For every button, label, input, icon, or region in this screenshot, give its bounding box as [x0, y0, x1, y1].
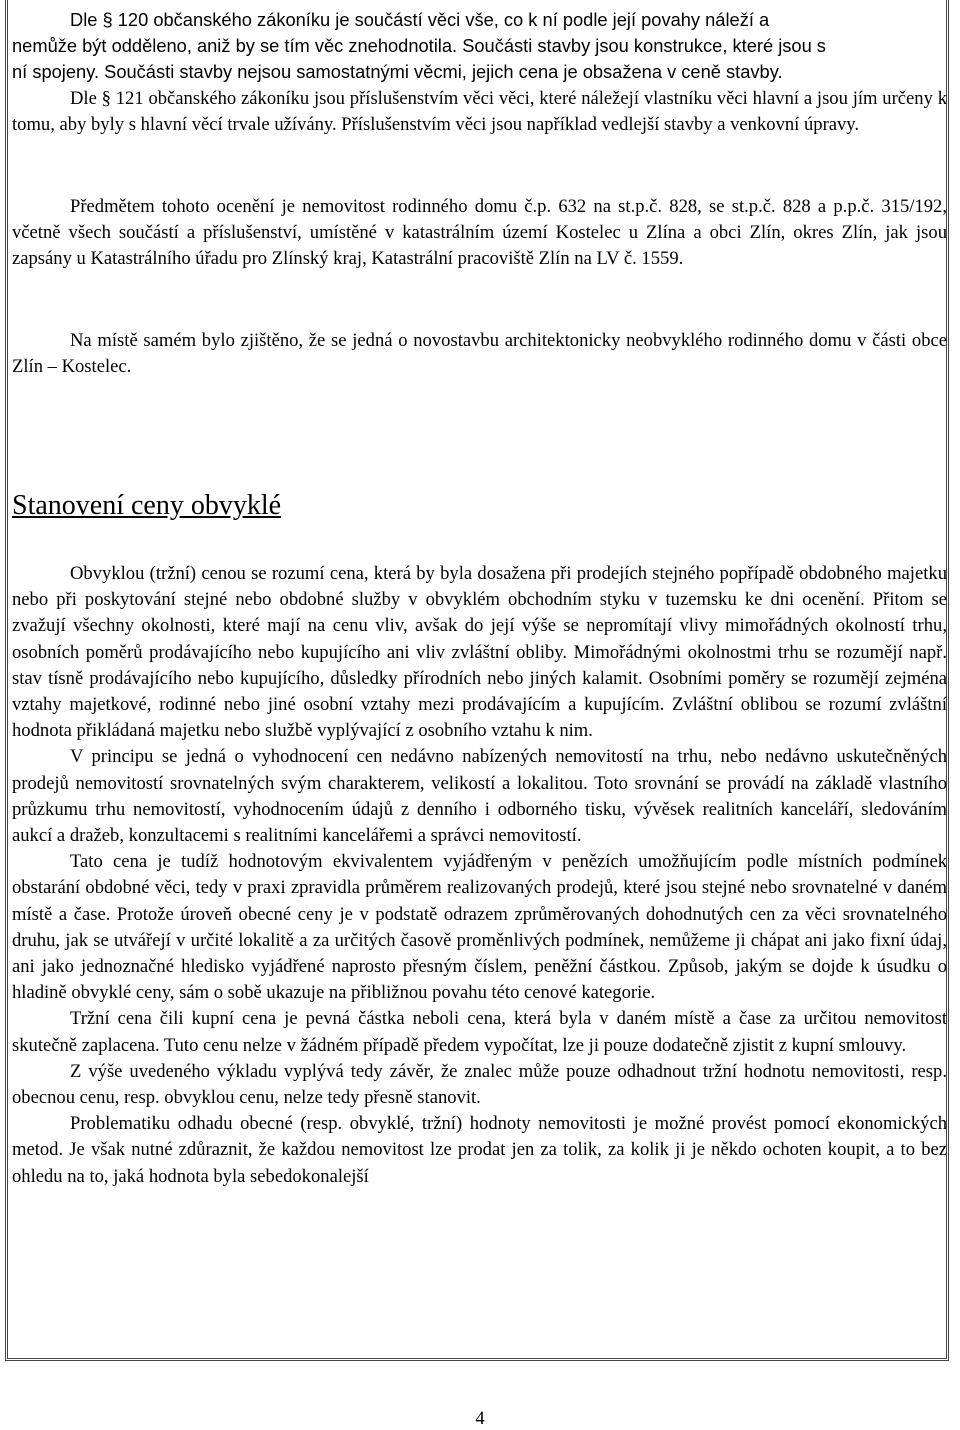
intro-section: [12, 7, 947, 138]
paragraph-body: Obvyklou (tržní) cenou se rozumí cena, která by byla dosažena při prodejích stejného popřípadě obdobného majetku nebo při poskytování stejné nebo obdobné služby v obvyklém obchodním styku v tuzemsku ke dni ocenění. Přitom se zvažují všechny okolnosti, které mají na cenu vliv, avšak do její výše se nepromítají vlivy mimořádných okolností trhu, osobních poměrů prodávajícího nebo kupujícího ani vliv zvláštní obliby. Mimořádnými okolnostmi trhu se rozumějí např. stav tísně prodávajícího nebo kupujícího, důsledky přírodních nebo jiných kalamit. Osobními poměry se rozumějí zejména vztahy majetkové, rodinné nebo jiné osobní vztahy mezi prodávajícím a kupujícím. Zvláštní oblibou se rozumí zvláštní hodnota přikládaná majetku nebo službě vyplývající z osobního vztahu k nim.: [12, 563, 947, 742]
paragraph-subject: Předmětem tohoto ocenění je nemovitost rodinného domu č.p. 632 na st.p.č. 828, se st.p.č. 828 a p.p.č. 315/192, včetně všech součástí a příslušenství, umístěné v katastrálním území Kostelec u Zlína a obci Zlín, okres Zlín, jak jsou zapsány u Katastrálního úřadu pro Zlínský kraj, Katastrální pracoviště Zlín na LV č. 1559.: [12, 196, 947, 270]
main-text: [12, 561, 947, 1190]
paragraph-body: Tato cena je tudíž hodnotovým ekvivalentem vyjádřeným v penězích umožňujícím podle místních podmínek obstarání obdobné věci, tedy v praxi zpravidla průměrem realizovaných prodejů, které jsou stejné nebo srovnatelné v daném místě a čase. Protože úroveň obecné ceny je v podstatě odrazem zprůměrovaných dohodnutých cen za věci srovnatelného druhu, jak se utvářejí v určité lokalitě a za určitých časově proměnlivých podmínek, nemůžeme ji chápat ani jako fixní údaj, ani jako jednoznačné hledisko vyjádřené naprosto přesným číslem, peněžní částkou. Způsob, jakým se dojde k úsudku o hladině obvyklé ceny, sám o sobě ukazuje na přibližnou povahu této cenové kategorie.: [12, 851, 947, 1004]
paragraph-body: V principu se jedná o vyhodnocení cen nedávno nabízených nemovitostí na trhu, nebo nedávno uskutečněných prodejů nemovitostí srovnatelných svým charakterem, velikostí a lokalitou. Toto srovnání se provádí na základě vlastního průzkumu trhu nemovitostí, vyhodnocením údajů z denního i odborného tisku, vývěsek realitních kanceláří, sledováním aukcí a dražeb, konzultacemi s realitními kancelářemi a správci nemovitostí.: [12, 746, 947, 847]
paragraph-par121: Dle § 121 občanského zákoníku jsou příslušenstvím věci věci, které náležejí vlastníku věci hlavní a jsou jím určeny k tomu, aby byly s hlavní věcí trvale užívány. Příslušenstvím věci jsou například vedlejší stavby a venkovní úpravy.: [12, 87, 947, 135]
paragraph-site-finding: Na místě samém bylo zjištěno, že se jedná o novostavbu architektonicky neobvyklého rodinného domu v části obce Zlín – Kostelec.: [12, 330, 947, 378]
page-number: 4: [475, 1408, 485, 1429]
paragraph-par120-line1: Dle § 120 občanského zákoníku je součástí věci vše, co k ní podle její povahy náleží a: [70, 9, 770, 30]
paragraph-par120-line3: ní spojeny. Součásti stavby nejsou samostatnými věcmi, jejich cena je obsažena v ceně stavby.: [12, 61, 783, 83]
paragraph-par120-line2: nemůže být odděleno, aniž by se tím věc znehodnotila. Součásti stavby jsou konstrukce, které jsou s: [12, 35, 826, 57]
site-section: [12, 328, 947, 380]
subject-section: [12, 194, 947, 273]
paragraph-body: Z výše uvedeného výkladu vyplývá tedy závěr, že znalec může pouze odhadnout tržní hodnotu nemovitosti, resp. obecnou cenu, resp. obvyklou cenu, nelze tedy přesně stanovit.: [12, 1060, 947, 1109]
paragraph-body: Tržní cena čili kupní cena je pevná částka neboli cena, která byla v daném místě a čase za určitou nemovitost skutečně zaplacena. Tuto cenu nelze v žádném případě předem vypočítat, lze ji pouze dodatečně zjistit z kupní smlouvy.: [12, 1008, 947, 1056]
section-heading: Stanovení ceny obvyklé: [12, 490, 282, 521]
paragraph-body: Problematiku odhadu obecné (resp. obvyklé, tržní) hodnoty nemovitosti je možné provést pomocí ekonomických metod. Je však nutné zdůraznit, že každou nemovitost lze prodat jen za tolik, za kolik ji je někdo ochoten koupit, a to bez ohledu na to, jaká hodnota byla sebedokonalejší: [12, 1113, 947, 1187]
